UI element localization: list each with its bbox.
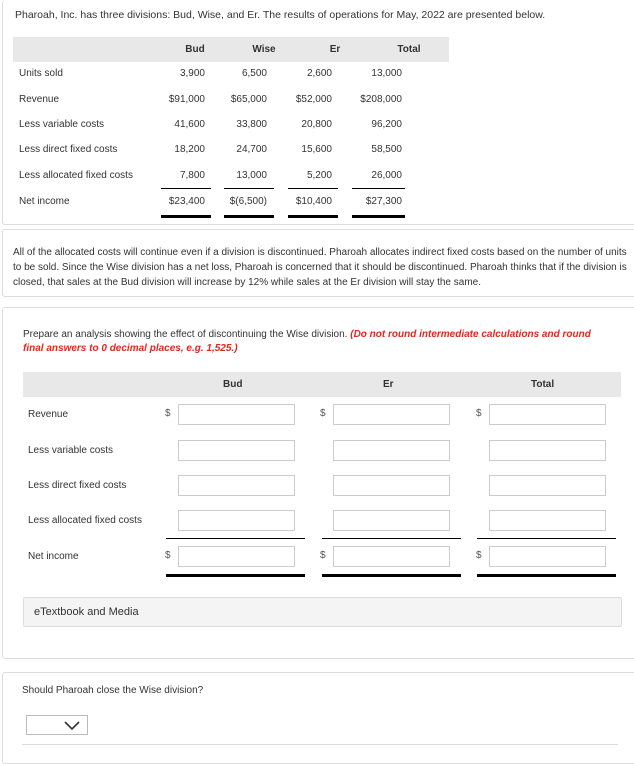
results-cell: 41,600 (174, 119, 205, 130)
dollar-sign: $ (320, 408, 326, 419)
subtotal-rule (166, 538, 305, 539)
close-question: Should Pharoah close the Wise division? (22, 685, 204, 696)
bud-revenue-input[interactable] (178, 404, 295, 425)
results-cell: $27,300 (365, 196, 402, 207)
total-double-rule (322, 574, 461, 577)
results-cell: 18,200 (174, 144, 205, 155)
results-row-label: Less allocated fixed costs (19, 170, 133, 181)
analysis-row-label: Less variable costs (28, 445, 114, 456)
bud-net-income-input[interactable] (178, 546, 295, 567)
total-double-rule (161, 215, 211, 218)
total-double-rule (166, 574, 305, 577)
results-row-label: Less variable costs (19, 119, 105, 130)
results-cell: 6,500 (241, 68, 267, 79)
results-cell: 5,200 (306, 170, 332, 181)
results-cell: 3,900 (179, 68, 205, 79)
scenario-text: All of the allocated costs will continue even if a division is discontinued. Pharoah allocates indirect fixed costs based on the number of units to be sold. Since the Wise division has a net loss, Pharoah is concerned that it should be discontinued. Pharoah thinks that if the division is closed, that sales at the Bud division will increase by 12% while sales at the Er division will stay the same. (13, 247, 627, 288)
header-blank (13, 37, 163, 62)
total-revenue-input[interactable] (489, 404, 606, 425)
bud-less-allocated-fixed-costs-input[interactable] (178, 510, 295, 531)
analysis-header-row (23, 372, 621, 397)
subtotal-rule (477, 538, 616, 539)
total-double-rule (477, 574, 616, 577)
analysis-row-label: Net income (28, 551, 79, 562)
results-cell: $208,000 (360, 94, 402, 105)
results-row-label: Less direct fixed costs (19, 144, 118, 155)
header-er: Er (301, 37, 369, 62)
subtotal-rule (288, 188, 338, 189)
results-row-label: Revenue (19, 94, 60, 105)
results-cell: 58,500 (371, 144, 402, 155)
header-bud: Bud (163, 37, 227, 62)
analysis-header-bud: Bud (223, 379, 243, 390)
results-cell: $23,400 (168, 196, 205, 207)
results-cell: $65,000 (230, 94, 267, 105)
results-row-label: Net income (19, 196, 70, 207)
er-net-income-input[interactable] (333, 546, 450, 567)
subtotal-rule (224, 188, 274, 189)
total-less-direct-fixed-costs-input[interactable] (489, 475, 606, 496)
results-cell: $52,000 (295, 94, 332, 105)
analysis-row-label: Less direct fixed costs (28, 480, 127, 491)
given-data-panel (2, 0, 634, 225)
etextbook-label: eTextbook and Media (34, 606, 139, 618)
results-cell: $10,400 (295, 196, 332, 207)
total-double-rule (224, 215, 274, 218)
results-cell: 33,800 (236, 119, 267, 130)
bud-less-variable-costs-input[interactable] (178, 440, 295, 461)
subtotal-rule (352, 188, 405, 189)
results-cell: 24,700 (236, 144, 267, 155)
results-cell: 7,800 (179, 170, 205, 181)
results-cell: 20,800 (301, 119, 332, 130)
total-less-allocated-fixed-costs-input[interactable] (489, 510, 606, 531)
results-header-row (13, 37, 449, 62)
er-less-allocated-fixed-costs-input[interactable] (333, 510, 450, 531)
analysis-row-label: Less allocated fixed costs (28, 515, 142, 526)
analysis-header-total: Total (531, 379, 555, 390)
header-wise: Wise (227, 37, 301, 62)
analysis-row-label: Revenue (28, 409, 69, 420)
results-cell: 15,600 (301, 144, 332, 155)
etextbook-media-button[interactable] (23, 597, 622, 627)
bud-less-direct-fixed-costs-input[interactable] (178, 475, 295, 496)
chevron-down-icon (64, 721, 80, 731)
intro-text: Pharoah, Inc. has three divisions: Bud, Wise, and Er. The results of operations for May, 2022 are presented below. (15, 9, 546, 21)
results-cell: 13,000 (236, 170, 267, 181)
analysis-header-er: Er (383, 379, 394, 390)
results-cell: $(6,500) (229, 196, 267, 207)
er-less-variable-costs-input[interactable] (333, 440, 450, 461)
results-cell: 13,000 (371, 68, 402, 79)
instructions (23, 328, 613, 356)
results-row-label: Units sold (19, 68, 63, 79)
dollar-sign: $ (476, 550, 482, 561)
total-net-income-input[interactable] (489, 546, 606, 567)
dollar-sign: $ (165, 550, 171, 561)
total-double-rule (352, 215, 405, 218)
results-cell: 96,200 (371, 119, 402, 130)
instructions-text: Prepare an analysis showing the effect of discontinuing the Wise division. (23, 329, 351, 340)
close-wise-select[interactable] (26, 715, 88, 735)
scenario-panel (2, 229, 634, 297)
header-total: Total (369, 37, 449, 62)
subtotal-rule (161, 188, 211, 189)
dollar-sign: $ (476, 408, 482, 419)
total-double-rule (288, 215, 338, 218)
dollar-sign: $ (165, 408, 171, 419)
results-cell: 26,000 (371, 170, 402, 181)
total-less-variable-costs-input[interactable] (489, 440, 606, 461)
results-table (13, 37, 449, 62)
results-cell: $91,000 (168, 94, 205, 105)
rounding-warning: (Do not round intermediate calculations and round final answers to 0 decimal places, e.g. 1,525.) (23, 329, 591, 354)
er-revenue-input[interactable] (333, 404, 450, 425)
dollar-sign: $ (320, 550, 326, 561)
results-cell: 2,600 (306, 68, 332, 79)
er-less-direct-fixed-costs-input[interactable] (333, 475, 450, 496)
divider (22, 744, 618, 745)
subtotal-rule (322, 538, 461, 539)
